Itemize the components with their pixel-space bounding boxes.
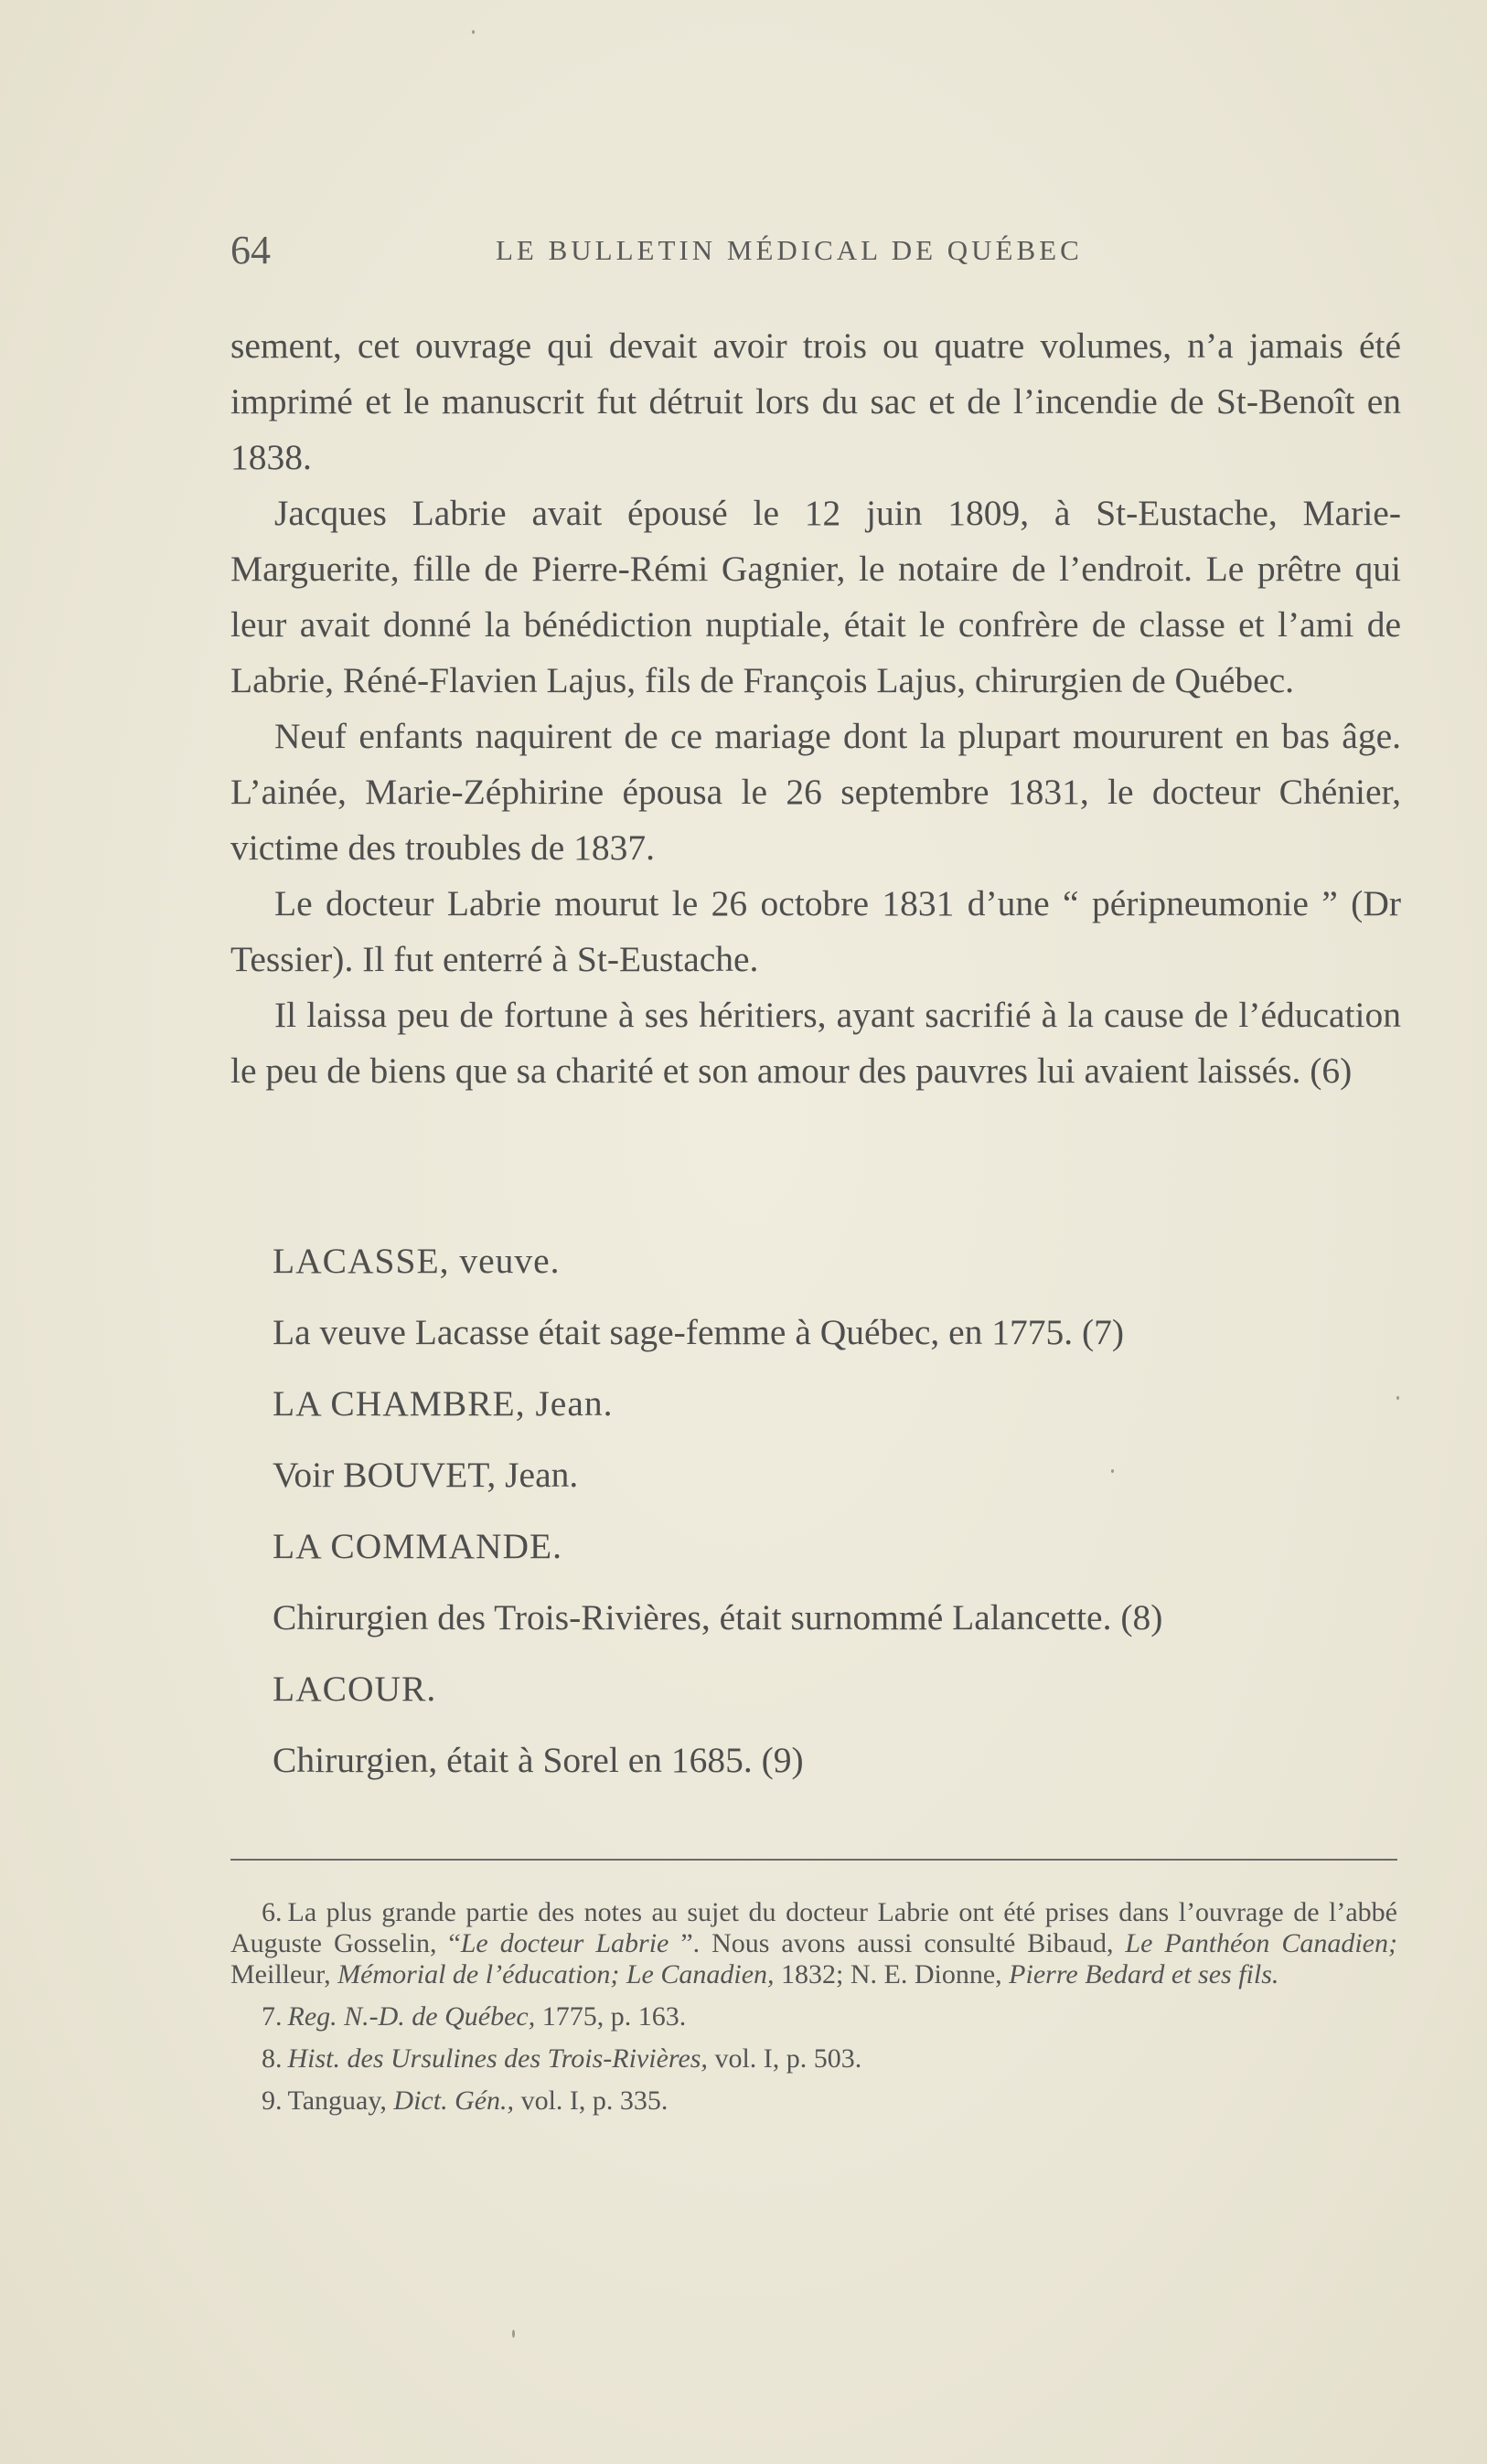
entry-la-chambre bbox=[273, 1368, 1425, 1510]
paragraph-continuation: sement, cet ouvrage qui devait avoir trois ou quatre volumes, n’a jamais été imprimé et le manuscrit fut détruit lors du sac et de l’incendie de St-Benoît en 1838. bbox=[230, 325, 1401, 477]
footnote-number: 6. bbox=[262, 1897, 283, 1927]
footnote-text: vol. I, p. 335. bbox=[514, 2085, 669, 2116]
footnote-text: vol. I, p. 503. bbox=[707, 2043, 862, 2074]
footnote-6 bbox=[230, 1897, 1397, 1990]
entry-text: La veuve Lacasse était sage-femme à Québec, en 1775. (7) bbox=[273, 1312, 1125, 1352]
paragraph-legacy: Il laissa peu de fortune à ses héritiers, ayant sacrifié à la cause de l’éducation le peu de biens que sa charité et son amour des pauvres lui avaient laissés. (6) bbox=[230, 995, 1401, 1091]
footnote-9 bbox=[230, 2085, 1397, 2117]
footnote-text: Tanguay, bbox=[287, 2085, 394, 2116]
entry-heading: LACOUR. bbox=[273, 1669, 437, 1709]
paragraph-children: Neuf enfants naquirent de ce mariage dont la plupart moururent en bas âge. L’ainée, Marie-Zéphirine épousa le 26 septembre 1831, le docteur Chénier, victime des troubles de 1837. bbox=[230, 716, 1401, 868]
footnote-italic: Dict. Gén., bbox=[393, 2085, 515, 2116]
paper-speck bbox=[472, 30, 475, 34]
footnote-text: ”. Nous avons aussi consulté Bibaud, bbox=[669, 1928, 1126, 1958]
entry-lacour bbox=[273, 1653, 1425, 1796]
entry-la-commande bbox=[273, 1510, 1425, 1653]
footnote-8 bbox=[230, 2043, 1397, 2075]
entry-text: Chirurgien, était à Sorel en 1685. (9) bbox=[273, 1740, 804, 1780]
entry-heading: LA CHAMBRE, Jean. bbox=[273, 1383, 614, 1424]
entry-text: Voir BOUVET, Jean. bbox=[273, 1455, 579, 1495]
entry-text: Chirurgien des Trois-Rivières, était surnommé Lalancette. (8) bbox=[273, 1597, 1163, 1637]
body-text bbox=[230, 318, 1401, 1099]
running-title: LE BULLETIN MÉDICAL DE QUÉBEC bbox=[496, 234, 1083, 266]
footnote-text: 1832; N. E. Dionne, bbox=[774, 1959, 1010, 1989]
footnote-text: 1775, p. 163. bbox=[535, 2001, 687, 2032]
footnote-italic: Reg. N.-D. de Québec, bbox=[287, 2001, 536, 2032]
footnote-divider bbox=[230, 1859, 1397, 1861]
paper-speck bbox=[1396, 1396, 1399, 1400]
paragraph-death: Le docteur Labrie mourut le 26 octobre 1831 d’une “ péripneumonie ” (Dr Tessier). Il fut enterré à St-Eustache. bbox=[230, 883, 1401, 979]
paragraph-marriage: Jacques Labrie avait épousé le 12 juin 1809, à St-Eustache, Marie-Marguerite, fille de Pierre-Rémi Gagnier, le notaire de l’endroit. Le prêtre qui leur avait donné la bénédiction nuptiale, était le confrère de classe et l’ami de Labrie, Réné-Flavien Lajus, fils de François Lajus, chirurgien de Québec. bbox=[230, 493, 1401, 700]
dictionary-entries bbox=[273, 1225, 1425, 1796]
footnote-italic: Pierre Bedard et ses fils. bbox=[1009, 1959, 1279, 1989]
entry-heading: LA COMMANDE. bbox=[273, 1526, 563, 1566]
footnote-number: 9. bbox=[262, 2085, 283, 2116]
footnote-7 bbox=[230, 2001, 1397, 2032]
paper-speck bbox=[512, 2330, 515, 2338]
page-header bbox=[230, 227, 1145, 282]
footnote-italic: Le Panthéon Canadien; bbox=[1125, 1928, 1397, 1958]
footnote-italic: Mémorial de l’éducation; Le Canadien, bbox=[337, 1959, 775, 1989]
footnote-text: Meilleur, bbox=[230, 1959, 338, 1989]
footnote-number: 8. bbox=[262, 2043, 283, 2074]
footnote-text: La plus grande partie des notes au sujet du docteur Labrie ont été prises dans l’ouvrage de l’abbé Auguste Gosselin, “ bbox=[230, 1897, 1397, 1958]
page-number: 64 bbox=[230, 228, 271, 272]
paper-speck bbox=[1111, 1469, 1114, 1473]
footnote-number: 7. bbox=[262, 2001, 283, 2032]
entry-lacasse bbox=[273, 1225, 1425, 1368]
footnotes bbox=[230, 1897, 1397, 2128]
entry-heading: LACASSE, veuve. bbox=[273, 1241, 561, 1281]
footnote-italic: Le docteur Labrie bbox=[460, 1928, 669, 1958]
footnote-italic: Hist. des Ursulines des Trois-Rivières, bbox=[287, 2043, 708, 2074]
